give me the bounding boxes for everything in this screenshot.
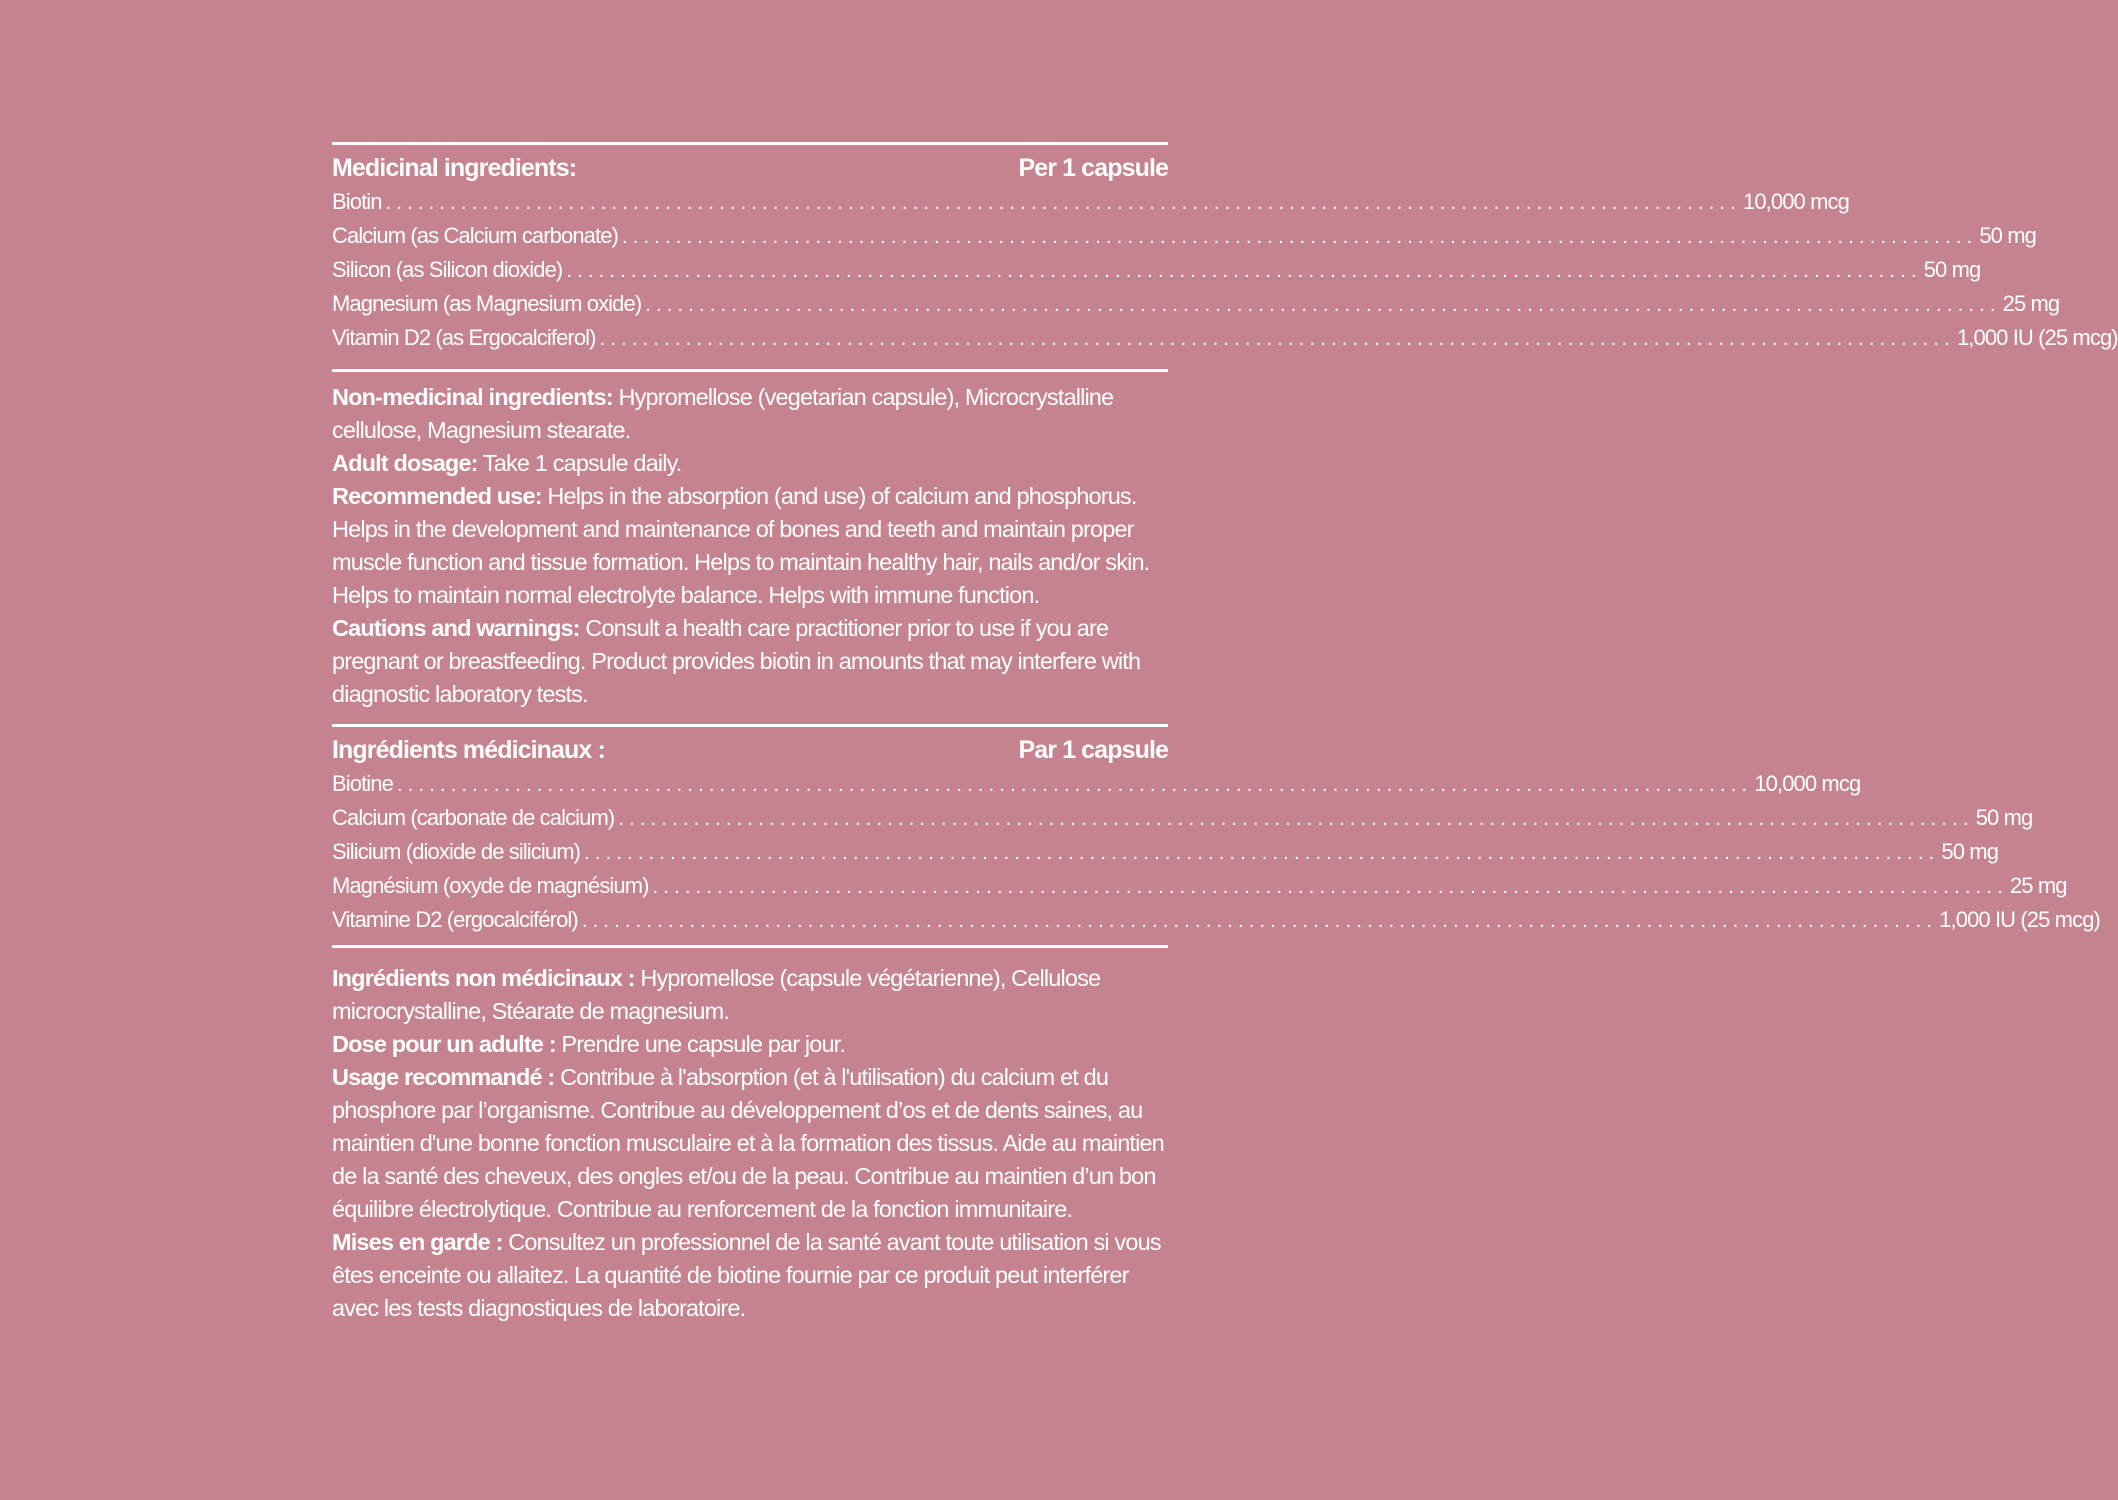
ingredient-row [332, 287, 2060, 321]
ingredient-amount: 1,000 IU (25 mcg) [1939, 907, 2100, 932]
dot-leader: .............................................................................................................................. [385, 192, 1741, 214]
dosage-text-fr: Prendre une capsule par jour. [555, 1031, 846, 1057]
cautions-paragraph-en [332, 612, 1168, 711]
ingredient-name: Magnésium (oxyde de magnésium) [332, 873, 649, 898]
ingredient-name: Magnesium (as Magnesium oxide) [332, 291, 642, 316]
recommended-use-paragraph-fr [332, 1061, 1168, 1226]
ingredient-row [332, 903, 2100, 937]
dot-leader: .............................................................................................................................. [396, 774, 1753, 796]
ingredient-amount: 1,000 IU (25 mcg) [1956, 325, 2118, 350]
recommended-use-label-fr: Usage recommandé : [332, 1064, 555, 1090]
cautions-paragraph-fr [332, 1226, 1168, 1325]
cautions-label-fr: Mises en garde : [332, 1229, 503, 1255]
non-medicinal-label-en: Non-medicinal ingredients: [332, 384, 613, 410]
ingredient-row [332, 253, 1981, 287]
ingredient-amount: 50 mg [1975, 805, 2033, 830]
medicinal-ingredients-heading-en: Medicinal ingredients: [332, 154, 577, 182]
ingredient-name: Vitamin D2 (as Ergocalciferol) [332, 325, 596, 350]
non-medicinal-label-fr: Ingrédients non médicinaux : [332, 965, 635, 991]
dosage-paragraph-fr [332, 1028, 1168, 1061]
ingredient-name: Calcium (as Calcium carbonate) [332, 223, 618, 248]
per-capsule-heading-en: Per 1 capsule [1018, 154, 1168, 182]
dot-leader: .............................................................................................................................. [622, 226, 1978, 248]
ingredient-name: Biotine [332, 771, 393, 796]
ingredient-name: Silicon (as Silicon dioxide) [332, 257, 563, 282]
medicinal-ingredients-heading-fr: Ingrédients médicinaux : [332, 736, 605, 764]
ingredient-row [332, 219, 2036, 253]
dot-leader: .............................................................................................................................. [618, 808, 1974, 830]
ingredient-amount: 10,000 mcg [1742, 189, 1849, 214]
dosage-text-en: Take 1 capsule daily. [477, 450, 682, 476]
cautions-label-en: Cautions and warnings: [332, 615, 580, 641]
ingredient-row [332, 801, 2033, 835]
non-medicinal-paragraph-fr [332, 962, 1168, 1028]
dot-leader: .............................................................................................................................. [566, 260, 1922, 282]
recommended-use-text-fr: Contribue à l'absorption (et à l'utilisation) du calcium et du phosphore par l’organisme. Contribue au développement d’os et de dents saines, au maintien d'une bonne fonction musculaire et à la formation des tissus. Aide au maintien de la santé des cheveux, des ongles et/ou de la peau. Contribue au maintien d’un bon équilibre électrolytique. Contribue au renforcement de la fonction immunitaire. [332, 1064, 1164, 1222]
product-info-en [332, 381, 1168, 711]
ingredient-amount: 50 mg [1923, 257, 1981, 282]
dot-leader: .............................................................................................................................. [599, 328, 1955, 350]
cautions-text-fr: Consultez un professionnel de la santé avant toute utilisation si vous êtes enceinte ou allaitez. La quantité de biotine fournie par ce produit peut interférer avec les tests diagnostiques de laboratoire. [332, 1229, 1161, 1321]
ingredient-name: Biotin [332, 189, 382, 214]
ingredient-amount: 50 mg [1979, 223, 2036, 248]
ingredient-amount: 50 mg [1941, 839, 1999, 864]
recommended-use-paragraph-en [332, 480, 1168, 612]
ingredient-row [332, 869, 2067, 903]
ingredient-amount: 25 mg [2002, 291, 2060, 316]
product-info-fr [332, 962, 1168, 1325]
non-medicinal-text-fr: Hypromellose (capsule végétarienne), Cellulose microcrystalline, Stéarate de magnesium. [332, 965, 1101, 1024]
dosage-label-en: Adult dosage: [332, 450, 478, 476]
non-medicinal-paragraph-en [332, 381, 1168, 447]
table-header-fr [332, 727, 1168, 767]
dot-leader: .............................................................................................................................. [584, 842, 1940, 864]
ingredient-amount: 10,000 mcg [1754, 771, 1861, 796]
dosage-paragraph-en [332, 447, 1168, 480]
ingredient-name: Silicium (dioxide de silicium) [332, 839, 581, 864]
per-capsule-heading-fr: Par 1 capsule [1018, 736, 1168, 764]
ingredient-amount: 25 mg [2009, 873, 2067, 898]
non-medicinal-text-en: Hypromellose (vegetarian capsule), Microcrystalline cellulose, Magnesium stearate. [332, 384, 1114, 443]
dot-leader: .............................................................................................................................. [645, 294, 2001, 316]
medicinal-ingredients-table-fr [332, 724, 2100, 948]
ingredient-name: Vitamine D2 (ergocalciférol) [332, 907, 578, 932]
ingredient-row [332, 185, 1849, 219]
ingredient-name: Calcium (carbonate de calcium) [332, 805, 615, 830]
ingredient-row [332, 321, 2118, 355]
recommended-use-label-en: Recommended use: [332, 483, 542, 509]
ingredient-row [332, 767, 1861, 801]
ingredient-row [332, 835, 1999, 869]
dot-leader: .............................................................................................................................. [581, 910, 1938, 932]
recommended-use-text-en: Helps in the absorption (and use) of calcium and phosphorus. Helps in the development and maintenance of bones and teeth and maintain proper muscle function and tissue formation. Helps to maintain healthy hair, nails and/or skin. Helps to maintain normal electrolyte balance. Helps with immune function. [332, 483, 1150, 608]
cautions-text-en: Consult a health care practitioner prior to use if you are pregnant or breastfeeding. Product provides biotin in amounts that may interfere with diagnostic laboratory tests. [332, 615, 1141, 707]
dot-leader: .............................................................................................................................. [652, 876, 2008, 898]
medicinal-ingredients-table-en [332, 142, 2118, 372]
table-header-en [332, 145, 1168, 185]
dosage-label-fr: Dose pour un adulte : [332, 1031, 556, 1057]
